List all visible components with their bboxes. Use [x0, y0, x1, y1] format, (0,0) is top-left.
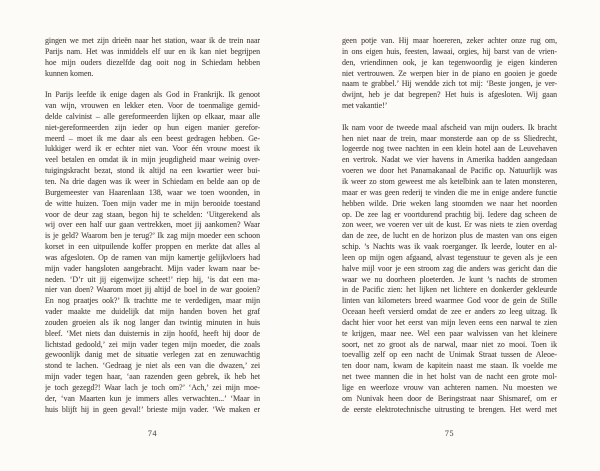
text-line: korset in een uitpuilende koffer proppen en merkte dat alles al [45, 242, 260, 252]
text-line: met vakantie!’ [342, 101, 388, 111]
left-page [45, 36, 260, 438]
text-line: En nog praatjes ook?’ Ik trachtte me te verdedigen, maar mijn [45, 296, 260, 306]
text-line: zon weer, we voeren ver uit de kust. Er was niets te zien overdag [342, 220, 557, 230]
text-line: meerd – moet ik me daar als een beest gedragen hebben. Ge- [45, 133, 260, 143]
text-line: mijn vader hangsloten aangebracht. Mijn vader kwam naar be- [45, 263, 260, 273]
text-line: gingen we met zijn drieën naar het station, waar ik de trein naar [45, 36, 260, 45]
text-line: dwijnt, heb je dat begrepen? Het huis is afgesloten. Wij gaan [342, 90, 557, 100]
text-line: hen niet naar de trein, maar monsterde aan op de ss Sliedrecht, [342, 133, 557, 143]
right-page [342, 36, 557, 438]
right-page-text [342, 36, 557, 416]
text-line: soort, net zo groot als de narwal, maar niet zo mooi. Toen ik [342, 339, 557, 349]
text-line: zouden groeien als ik nog langer dan twintig minuten in huis [45, 317, 260, 327]
text-line: logeerde nog twee nachten in een klein hotel aan de Leuvehaven [342, 144, 557, 154]
text-line: niet-gereformeerden zijn ieder op hun eigen manier gerefor- [45, 122, 260, 132]
text-line: gewoonlijk danig met de situatie verlegen zat en zenuwachtig [45, 350, 260, 360]
text-line: in de Pacific zien: het lijken net lichtere en donkerder gekleurde [342, 285, 557, 295]
text-line: voor de deur zag staan, begon hij te schelden: ‘Uitgerekend als [45, 209, 260, 219]
text-line: dacht hier voor het eerst van mijn leven eens een narwal te zien [342, 317, 557, 327]
left-page-text [45, 36, 260, 416]
text-line: niet vertrouwen. Ze werpen bier in de piano en gooien je goede [342, 68, 557, 78]
text-line: toevallig zelf op een nacht de Unimak Straat tussen de Aleoe- [342, 350, 557, 360]
text-line: In Parijs leefde ik enige dagen als God in Frankrijk. Ik genoot [45, 90, 260, 100]
text-line: stond te lachen. ‘Gedraag je niet als een van die dwazen,’ zei [45, 361, 260, 371]
text-line: ik weer zo stom geweest me als ketelbink aan te laten monsteren, [342, 176, 557, 186]
text-line: ten door nam, kwam de kapitein naast me staan. Ik voelde me [342, 361, 557, 371]
text-line: bleef. ‘Met niets dan duisternis in zijn hoofd, heeft hij door de [45, 328, 260, 338]
text-line: lichtstad gedoold,’ zei mijn vader tegen mijn moeder, die zoals [45, 339, 260, 349]
text-line: in ons eigen huis, feesten, lawaai, orgies, hij barst van de vrien- [342, 46, 557, 56]
text-line: nier van doen? Waarom moet jij altijd de boel in de war gooien? [45, 285, 260, 295]
text-line: kunnen komen. [45, 68, 94, 78]
text-line: den, vriendinnen ook, je kan tegenwoordig je eigen kinderen [342, 57, 557, 67]
text-line: je toch gezegd?! Waar lach je toch om?’ ‘Ach,’ zei mijn moe- [45, 383, 260, 392]
text-line: veel betalen en omdat ik in mijn jeugdigheid maar weinig over- [45, 155, 260, 165]
text-line: delde calvinist – alle gereformeerden lijken op elkaar, maar alle [45, 111, 260, 121]
text-line: geen potje van. Hij maar hoereren, zeker achter onze rug om, [342, 36, 557, 45]
text-line: hebben wilde. Drie weken lang stoomden we naar het noorden [342, 198, 557, 208]
text-line: tuigingskracht bezat, stond ik altijd na een kwartier weer bui- [45, 166, 260, 176]
text-line: Burgemeester van Haarenlaan 138, waar we toen woonden, in [45, 187, 260, 197]
text-line: is je geld? Waarom ben je terug?’ Ik zag mijn moeder een schoon [45, 231, 260, 241]
paragraph-spacer [45, 79, 260, 90]
page-number-right: 75 [444, 428, 455, 438]
text-line: de witte huizen. Toen mijn vader me in mijn berooide toestand [45, 198, 260, 208]
text-line: Parijs nam. Het was inmiddels elf uur en ik kan niet begrijpen [45, 46, 260, 56]
text-line: maar er was geen rederij te vinden die me in enige andere functie [342, 187, 557, 197]
text-line: te krijgen, maar nee. Wel een paar walvissen van het kleinere [342, 328, 557, 338]
text-line: schip. ’s Nachts was ik vaak roerganger. Ik leerde, louter en al- [342, 242, 557, 252]
text-line: dan de zee, de lucht en de horizon plus de masten van ons eigen [342, 231, 557, 241]
text-line: voeren we door het Panamakanaal de Pacific op. Natuurlijk was [342, 166, 557, 176]
text-line: Oceaan heeft versierd omdat de zee er anders zo leeg uitzag. Ik [342, 307, 557, 317]
text-line: hoe mijn ouders diezelfde dag ooit nog in Schiedam hebben [45, 57, 260, 67]
text-line: der, ‘van Maarten kun je immers alles verwachten...’ ‘Maar in [45, 393, 260, 403]
text-line: net twee mannen die in het holst van de nacht een grote mol- [342, 372, 557, 382]
text-line: om Nunivak heen door de Beringstraat naar Shismaref, om er [342, 393, 557, 403]
text-line: en vertrok. Nadat we vier havens in Amerika hadden aangedaan [342, 155, 557, 165]
text-line: linten van kilometers breed waarmee God voor de gein de Stille [342, 296, 557, 306]
text-line: op. De zee lag er voortdurend prachtig bij. Iedere dag scheen de [342, 209, 557, 219]
text-line: naam te grabbel.’ Hij wendde zich tot mij: ‘Beste jongen, je ver- [342, 79, 557, 89]
text-line: mijn vader tegen haar, ‘aan razenden geen gebrek, ik heb het [45, 372, 260, 382]
text-line: halve mijl voor je een stroom zag die anders was gericht dan die [342, 263, 557, 273]
text-line: huis blijft hij in geen geval!’ brieste mijn vader. ‘We maken er [45, 404, 260, 414]
text-line: van wijn, vrouwen en lekker eten. Voor de toenmalige gemid- [45, 101, 260, 111]
paragraph-spacer [342, 112, 557, 123]
text-line: de eerste elektrotechnische uitrusting te brengen. Het werd met [342, 404, 557, 414]
text-line: vader maakte me duidelijk dat mijn handen boven het graf [45, 307, 260, 317]
text-line: lukkiger werd ik er echter niet van. Voor één vrouw moest ik [45, 144, 260, 154]
text-line: ten. Na drie dagen was ik weer in Schiedam en belde aan op de [45, 176, 260, 186]
page-number-left: 74 [147, 428, 158, 438]
text-line: neden. ‘D’r uit jij eigenwijze scheet!’ riep hij, ‘is dat een ma- [45, 274, 260, 284]
text-line: Ik nam voor de tweede maal afscheid van mijn ouders. Ik bracht [342, 122, 557, 132]
text-line: waar we nu doorheen ploeterden. Je kunt ’s nachts de stromen [342, 274, 557, 284]
text-line: leen op mijn ogen afgaand, alvast tegenstuur te geven als je een [342, 252, 557, 262]
text-line: lige en weerloze vrouw van achteren namen. Nu moesten we [342, 383, 557, 392]
text-line: wij over een half uur gaan vertrekken, moet jij aankomen? Waar [45, 220, 260, 230]
text-line: was afgesloten. Op de ramen van mijn kamertje gelijkvloers had [45, 252, 260, 262]
